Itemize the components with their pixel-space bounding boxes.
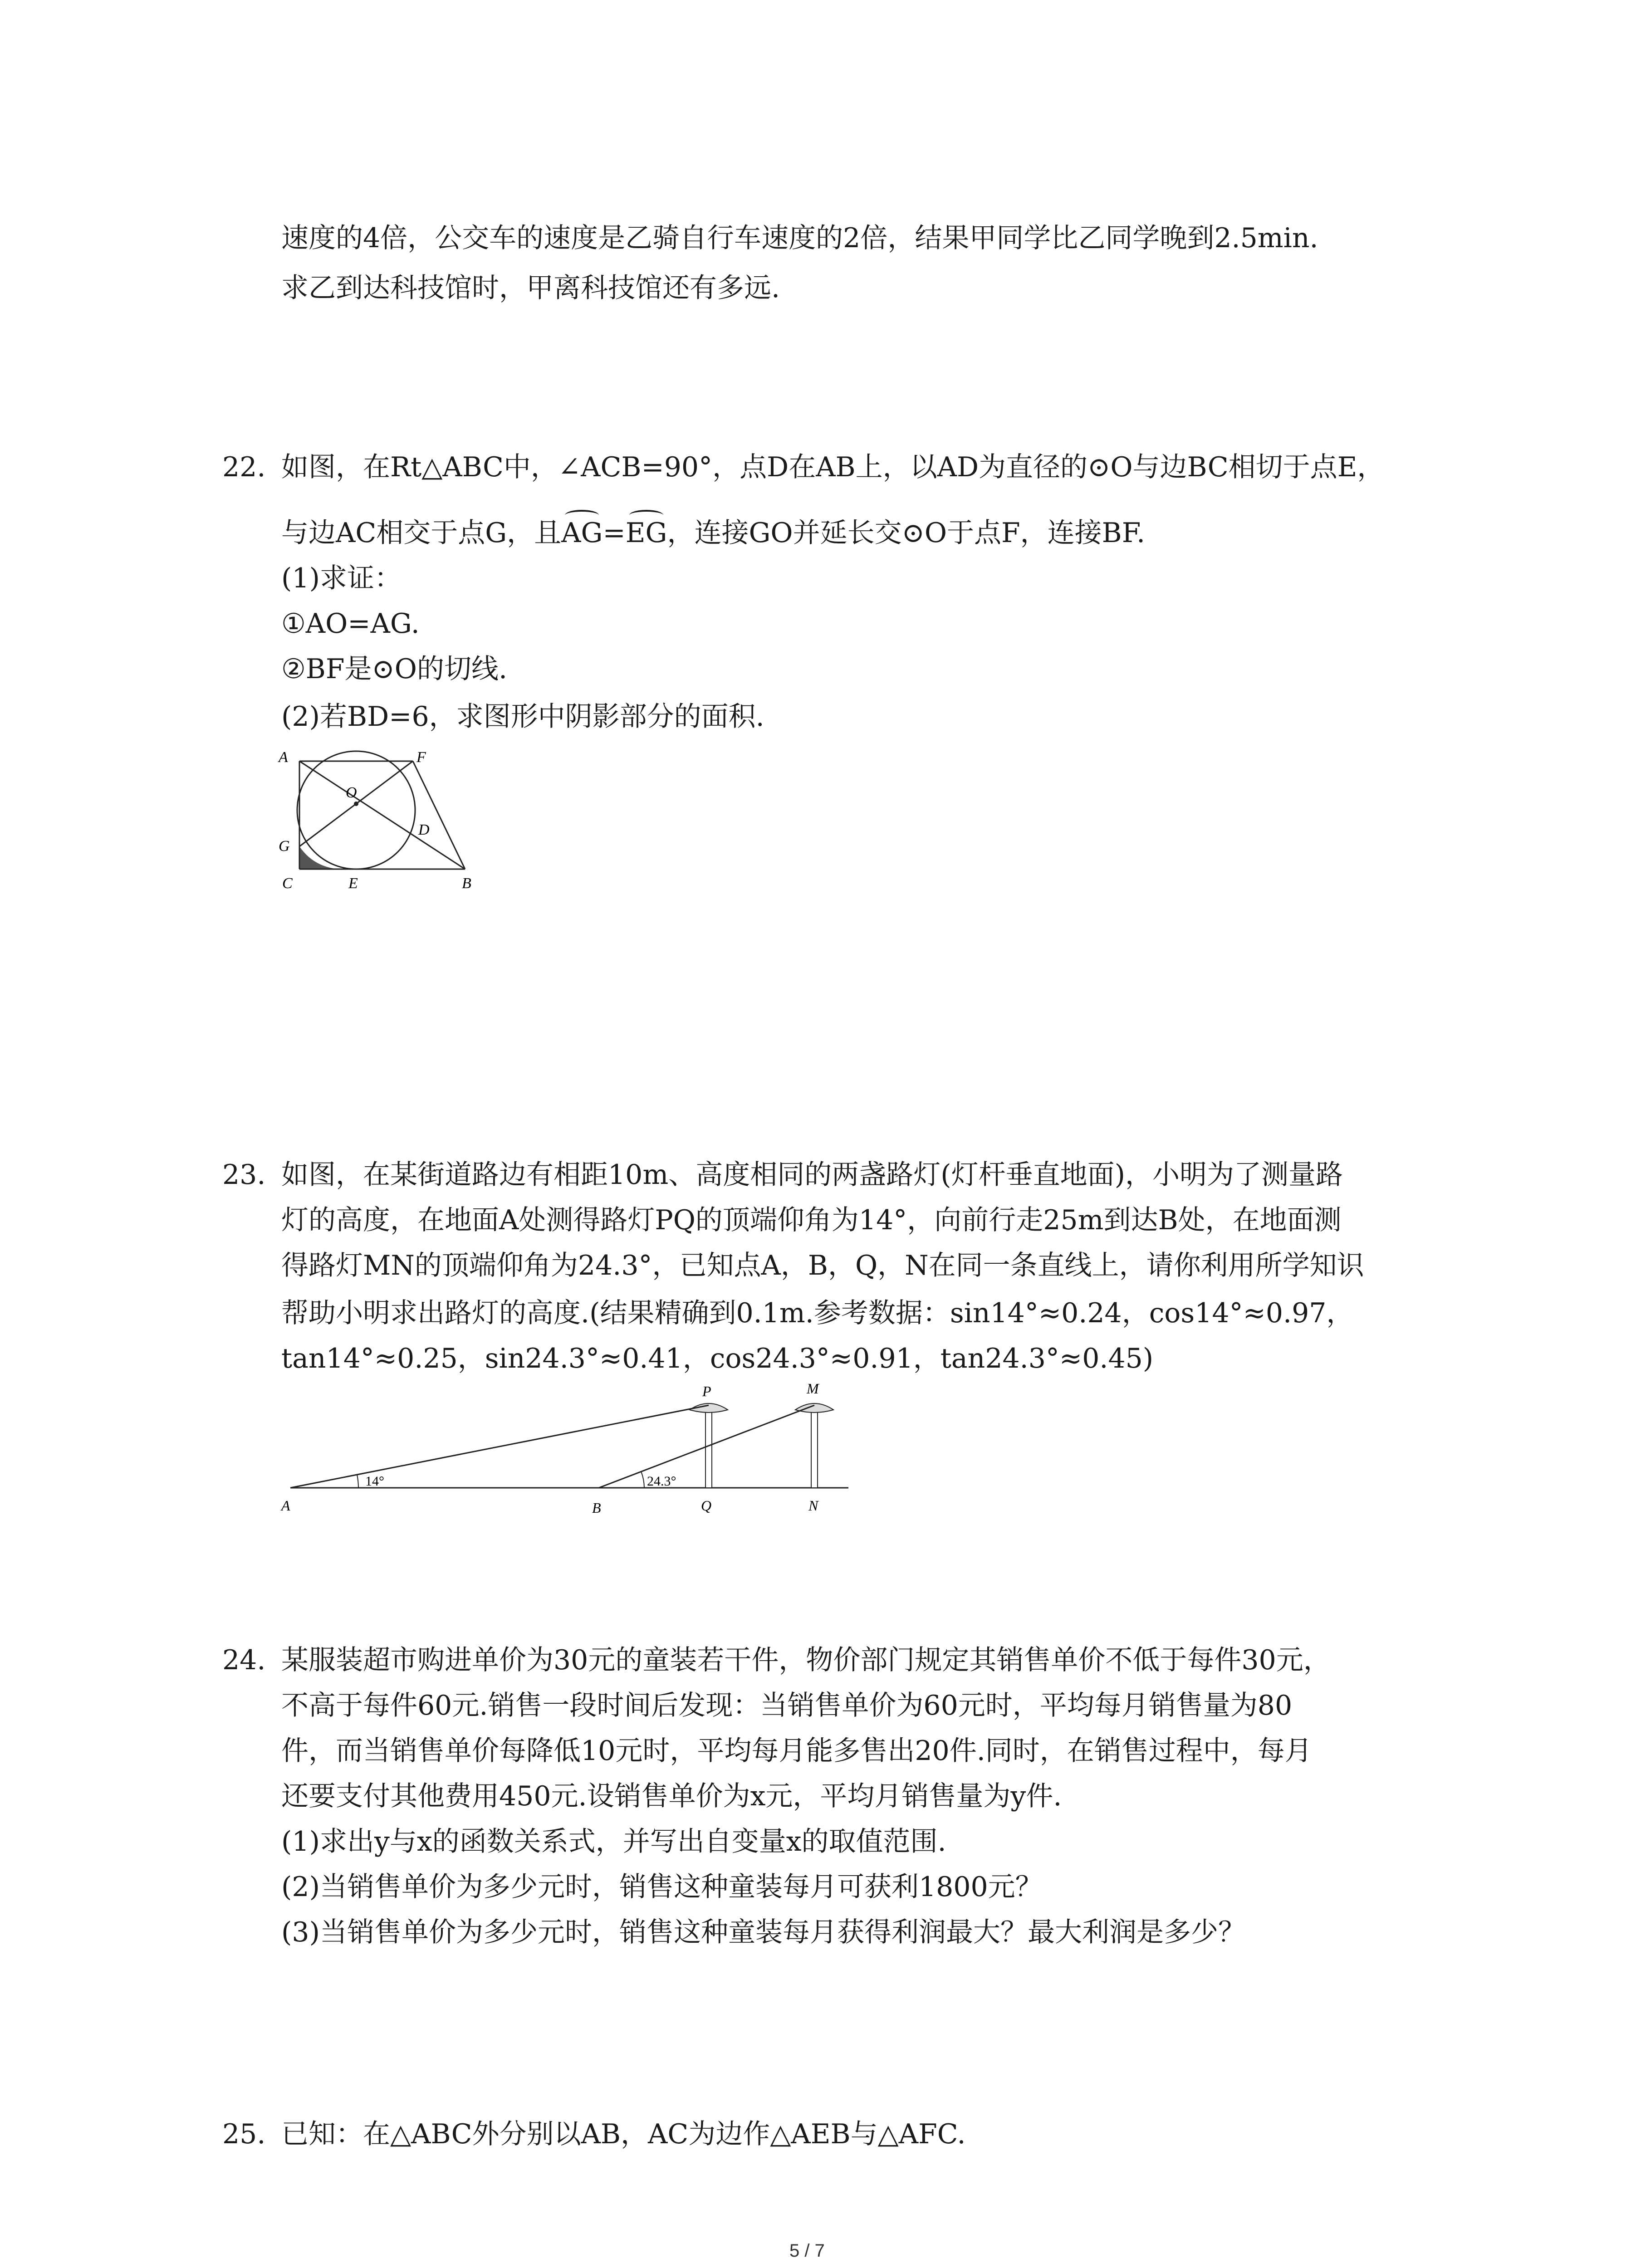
problem23-line3: 得路灯MN的顶端仰角为24.3°，已知点A，B，Q，N在同一条直线上，请你利用所学知识 (281, 1250, 1364, 1281)
problem24-line3: 件，而当销售单价每降低10元时，平均每月能多售出20件.同时，在销售过程中，每月 (281, 1735, 1312, 1767)
problem23-number: 23. (222, 1159, 266, 1191)
lamp-pole-pq (705, 1411, 712, 1488)
arc-ag: AG (561, 513, 603, 553)
label-p: P (702, 1383, 711, 1399)
label-m: M (807, 1380, 819, 1397)
shaded-region (299, 846, 338, 869)
problem23-line4: 帮助小明求出路灯的高度.(结果精确到0.1m.参考数据：sin14°≈0.24，cos14°≈0.97， (281, 1297, 1354, 1329)
label-e: E (348, 875, 358, 892)
line-fb (413, 761, 465, 869)
label-g: G (279, 838, 290, 855)
label-f: F (416, 749, 426, 766)
problem24-part1: (1)求出y与x的函数关系式，并写出自变量x的取值范围. (281, 1826, 946, 1857)
problem25-line1: 已知：在△ABC外分别以AB，AC为边作△AEB与△AFC. (281, 2118, 966, 2150)
problem23-line1: 如图，在某街道路边有相距10m、高度相同的两盏路灯(灯杆垂直地面)，小明为了测量路 (281, 1159, 1343, 1191)
problem23-line2: 灯的高度，在地面A处测得路灯PQ的顶端仰角为14°，向前行走25m到达B处，在地面测 (281, 1204, 1342, 1236)
problem22-line1: 如图，在Rt△ABC中，∠ACB=90°，点D在AB上，以AD为直径的⊙O与边BC相切于点E， (281, 451, 1385, 483)
angle-arc-b (641, 1471, 644, 1488)
problem23-line5: tan14°≈0.25，sin24.3°≈0.41，cos24.3°≈0.91，tan24.3°≈0.45) (281, 1343, 1154, 1374)
page-number: 5 / 7 (789, 2241, 825, 2261)
equals-sign: = (603, 517, 626, 549)
arc-eg: EG (626, 513, 667, 553)
problem22-line2 (281, 513, 1145, 553)
problem22-sub1: ①AO=AG. (281, 608, 420, 640)
circle-o (297, 751, 415, 869)
street-lamp-figure (272, 1374, 862, 1524)
problem24-line2: 不高于每件60元.销售一段时间后发现：当销售单价为60元时，平均每月销售量为80 (281, 1690, 1293, 1721)
label-b: B (592, 1500, 601, 1516)
problem24-line4: 还要支付其他费用450元.设销售单价为x元，平均月销售量为y件. (281, 1780, 1062, 1812)
label-q: Q (701, 1497, 712, 1514)
problem22-part1: (1)求证： (281, 562, 402, 594)
problem25-number: 25. (222, 2118, 266, 2150)
label-b: B (462, 875, 471, 892)
label-n: N (808, 1497, 818, 1514)
problem24-number: 24. (222, 1644, 266, 1676)
problem24-line1: 某服装超市购进单价为30元的童装若干件，物价部门规定其销售单价不低于每件30元， (281, 1644, 1331, 1676)
problem22-line2-end: ，连接GO并延长交⊙O于点F，连接BF. (667, 517, 1146, 549)
problem24-part3: (3)当销售单价为多少元时，销售这种童装每月获得利润最大？最大利润是多少？ (281, 1916, 1245, 1948)
sight-line-a (290, 1405, 709, 1488)
lamp-head-m (795, 1403, 833, 1413)
problem24-part2: (2)当销售单价为多少元时，销售这种童装每月可获利1800元？ (281, 1871, 1043, 1903)
problem22-line2-start: 与边AC相交于点G，且 (281, 517, 562, 549)
problem22-sub2: ②BF是⊙O的切线. (281, 653, 508, 685)
angle-arc-a (357, 1475, 358, 1488)
problem22-part2: (2)若BD=6，求图形中阴影部分的面积. (281, 701, 764, 733)
problem21-line2: 求乙到达科技馆时，甲离科技馆还有多远. (281, 272, 780, 304)
circle-triangle-figure (272, 744, 499, 898)
angle-label-24-3: 24.3° (647, 1474, 676, 1489)
problem22-number: 22. (222, 451, 266, 483)
angle-label-14: 14° (365, 1474, 384, 1489)
label-o: O (346, 784, 357, 801)
label-a: A (281, 1497, 290, 1514)
label-c: C (282, 875, 293, 892)
lamp-pole-mn (811, 1411, 818, 1488)
side-ab (299, 761, 465, 869)
label-a: A (279, 749, 288, 766)
label-d: D (418, 821, 430, 838)
center-o (354, 802, 358, 806)
problem21-line1: 速度的4倍，公交车的速度是乙骑自行车速度的2倍，结果甲同学比乙同学晚到2.5min. (281, 222, 1318, 254)
